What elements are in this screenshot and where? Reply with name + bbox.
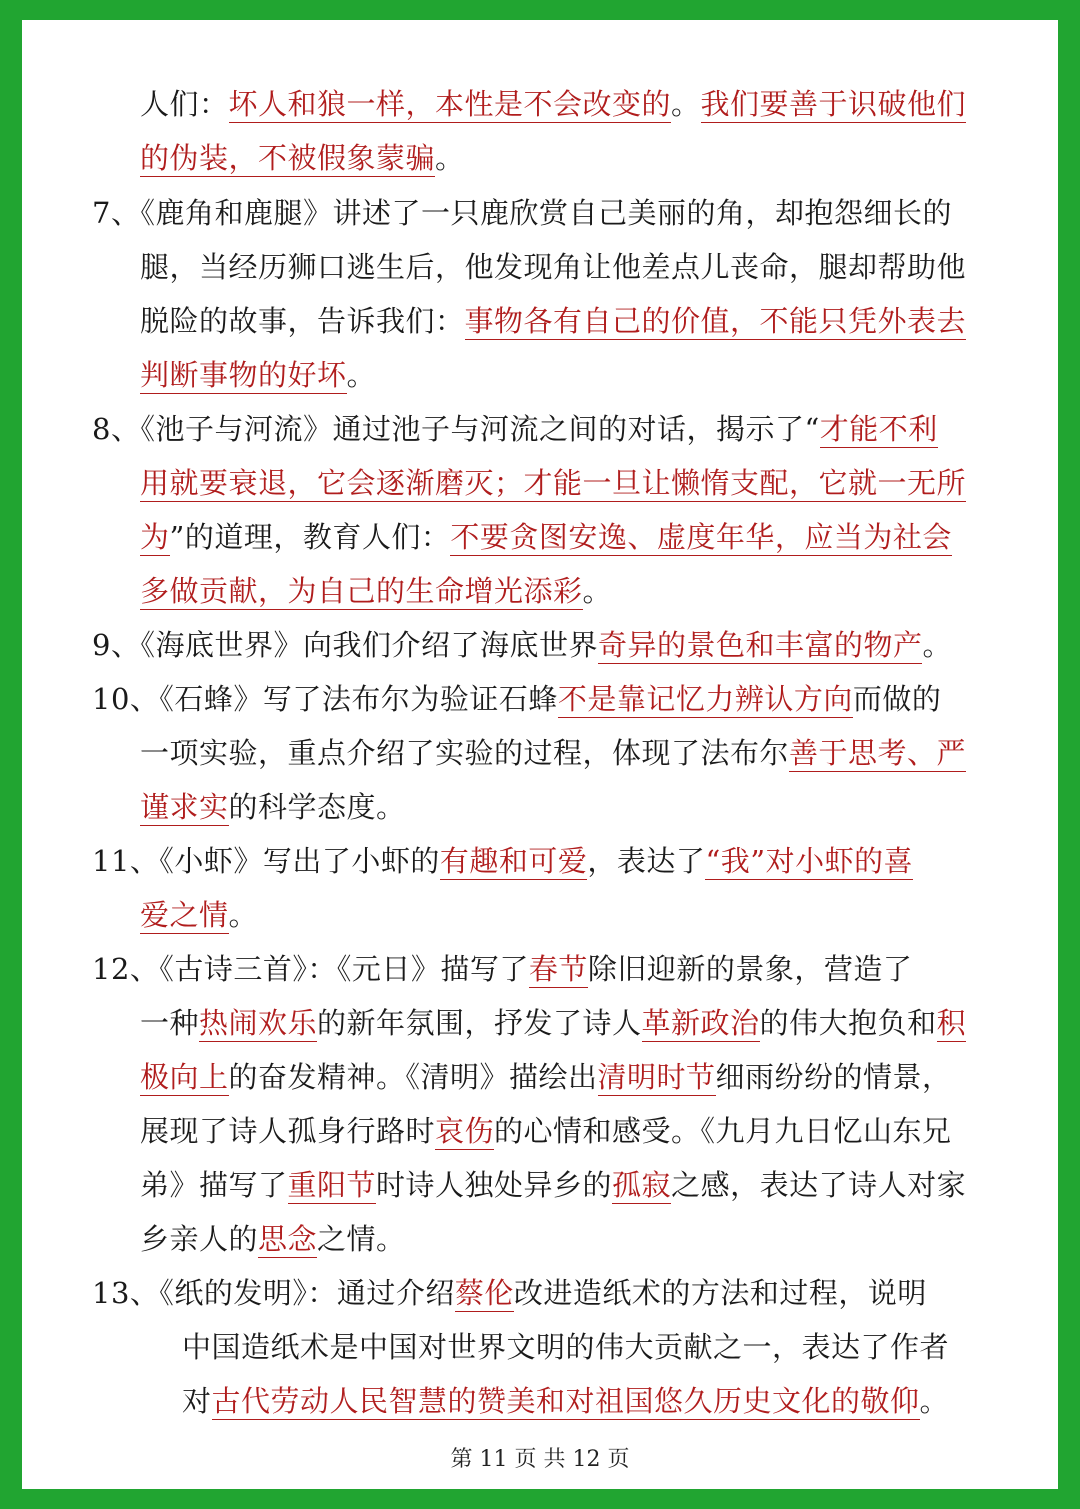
line-text: 。 <box>671 87 701 121</box>
text-line <box>92 1273 927 1313</box>
line-text: 弟》描写了 <box>140 1168 288 1202</box>
answer-underlined-text: 多做贡献，为自己的生命增光添彩 <box>140 574 583 608</box>
answer-underlined-text: 坏人和狼一样，本性是不会改变的 <box>228 87 672 121</box>
line-text: 人们： <box>140 87 229 121</box>
document-page <box>22 20 1058 1489</box>
line-text: 时诗人独处异乡的 <box>376 1168 613 1202</box>
answer-underlined-text: 才能不利 <box>819 412 938 446</box>
text-line <box>140 1111 952 1151</box>
text-line <box>140 1219 406 1259</box>
line-text: 10、《石蜂》写了法布尔为验证石蜂 <box>92 682 558 716</box>
answer-underlined-text: 爱之情 <box>140 898 229 932</box>
answer-underlined-text: 不要贪图安逸、虚度年华，应当为社会 <box>450 520 952 554</box>
line-text: 9、《海底世界》向我们介绍了海底世界 <box>92 628 598 662</box>
line-text: 改进造纸术的方法和过程，说明 <box>513 1276 927 1310</box>
answer-underlined-text: 的伪装，不被假象蒙骗 <box>140 141 436 175</box>
text-line <box>140 895 258 935</box>
line-text: 乡亲人的 <box>140 1222 259 1256</box>
line-text: 细雨纷纷的情景， <box>715 1060 952 1094</box>
text-line <box>92 949 912 989</box>
line-text: 一项实验，重点介绍了实验的过程，体现了法布尔 <box>140 736 790 770</box>
answer-underlined-text: 重阳节 <box>287 1168 377 1202</box>
line-text: 之情。 <box>317 1222 406 1256</box>
line-text: 的心情和感受。《九月九日忆山东兄 <box>494 1114 952 1148</box>
line-text: 。 <box>228 898 259 932</box>
answer-underlined-text: “我”对小虾的喜 <box>705 844 914 878</box>
answer-underlined-text: 哀伤 <box>435 1114 495 1148</box>
answer-underlined-text: 有趣和可爱 <box>439 844 588 878</box>
answer-underlined-text: 孤寂 <box>612 1168 672 1202</box>
answer-underlined-text: 极向上 <box>140 1060 229 1094</box>
line-text: 12、《古诗三首》：《元日》描写了 <box>92 952 529 986</box>
text-line <box>140 517 952 557</box>
answer-underlined-text: 不是靠记忆力辨认方向 <box>557 682 853 716</box>
page-footer: 第 11 页 共 12 页 <box>450 1447 630 1472</box>
line-text: 而做的 <box>852 682 942 716</box>
answer-underlined-text: 我们要善于识破他们 <box>700 87 967 121</box>
line-text: 对 <box>182 1384 212 1418</box>
line-text: 13、《纸的发明》：通过介绍 <box>92 1276 455 1310</box>
line-text: 脱险的故事，告诉我们： <box>140 304 465 338</box>
line-text: 除旧迎新的景象，营造了 <box>587 952 913 986</box>
text-line <box>140 247 966 287</box>
line-text: 。 <box>582 574 613 608</box>
line-text: ”的道理，教育人们： <box>169 520 451 554</box>
answer-underlined-text: 古代劳动人民智慧的赞美和对祖国悠久历史文化的敬仰 <box>211 1384 920 1418</box>
line-text: 。 <box>922 628 952 662</box>
line-text: 的伟大抱负和 <box>759 1006 937 1040</box>
text-line <box>92 409 938 449</box>
answer-underlined-text: 积 <box>936 1006 967 1040</box>
answer-underlined-text: 善于思考、严 <box>789 736 967 770</box>
line-text: 7、《鹿角和鹿腿》讲述了一只鹿欣赏自己美丽的角，却抱怨细长的 <box>92 196 952 230</box>
answer-underlined-text: 奇异的景色和丰富的物产 <box>597 628 923 662</box>
answer-underlined-text: 春节 <box>528 952 588 986</box>
line-text: 。 <box>346 358 377 392</box>
line-text: 一种 <box>140 1006 200 1040</box>
line-text: 中国造纸术是中国对世界文明的伟大贡献之一，表达了作者 <box>182 1330 950 1364</box>
line-text: 的新年氛围，抒发了诗人 <box>317 1006 642 1040</box>
line-text: 8、《池子与河流》通过池子与河流之间的对话，揭示了“ <box>92 412 820 446</box>
line-text: 11、《小虾》写出了小虾的 <box>92 844 440 878</box>
answer-underlined-text: 为 <box>140 520 170 554</box>
text-line <box>140 301 966 341</box>
answer-underlined-text: 革新政治 <box>641 1006 760 1040</box>
answer-underlined-text: 清明时节 <box>597 1060 716 1094</box>
answer-underlined-text: 判断事物的好坏 <box>140 358 347 392</box>
answer-underlined-text: 事物各有自己的价值，不能只凭外表去 <box>464 304 967 338</box>
text-line <box>140 355 376 395</box>
answer-underlined-text: 思念 <box>258 1222 318 1256</box>
answer-underlined-text: 热闹欢乐 <box>199 1006 318 1040</box>
line-text: 的奋发精神。《清明》描绘出 <box>228 1060 598 1094</box>
text-line <box>92 193 952 233</box>
line-text: 展现了诗人孤身行路时 <box>140 1114 436 1148</box>
answer-underlined-text: 蔡伦 <box>454 1276 514 1310</box>
text-line <box>182 1327 949 1367</box>
answer-underlined-text: 用就要衰退，它会逐渐磨灭；才能一旦让懒惰支配，它就一无所 <box>140 466 967 500</box>
line-text: 的科学态度。 <box>228 790 406 824</box>
text-line <box>140 733 966 773</box>
text-line <box>140 571 612 611</box>
text-line <box>140 138 465 178</box>
text-line <box>182 1381 949 1421</box>
text-line <box>140 84 966 124</box>
text-line <box>92 841 913 881</box>
text-line <box>140 787 406 827</box>
line-text: 之感，表达了诗人对家 <box>671 1168 967 1202</box>
text-line <box>140 1165 966 1205</box>
text-line <box>140 463 966 503</box>
line-text: 腿，当经历狮口逃生后，他发现角让他差点儿丧命，腿却帮助他 <box>140 250 967 284</box>
text-line <box>92 625 952 665</box>
text-line <box>92 679 941 719</box>
answer-underlined-text: 谨求实 <box>140 790 229 824</box>
line-text: 。 <box>919 1384 950 1418</box>
line-text: ，表达了 <box>587 844 706 878</box>
text-line <box>140 1003 966 1043</box>
text-line <box>140 1057 952 1097</box>
line-text: 。 <box>435 141 465 175</box>
